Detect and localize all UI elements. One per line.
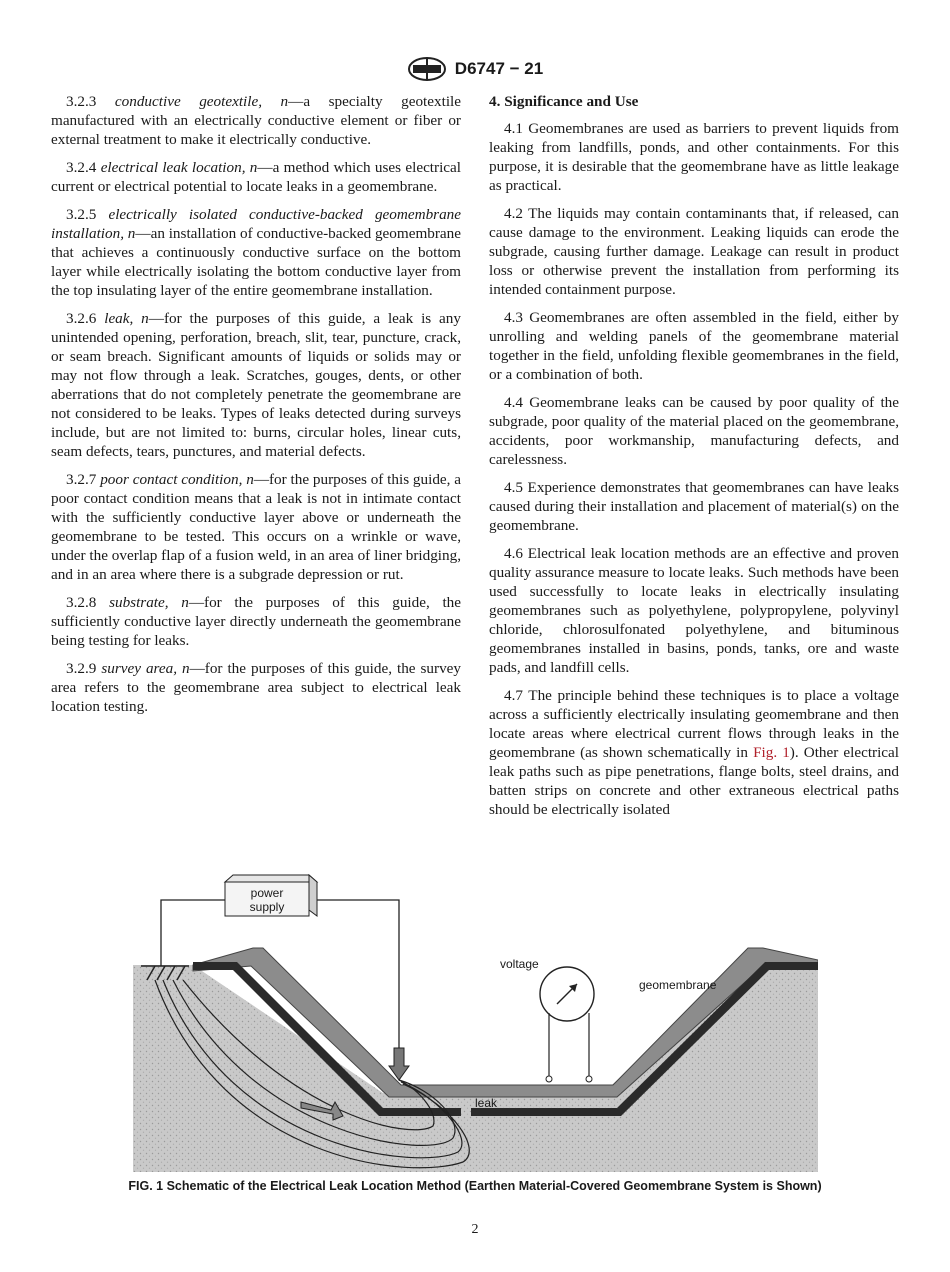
- voltmeter: [540, 967, 594, 1082]
- document-designation: D6747 − 21: [454, 59, 544, 78]
- paragraph-4-5: 4.5 Experience demonstrates that geomembranes can have leaks caused during their installation and placement of material(s) on the geomembrane.: [489, 479, 900, 534]
- definition-3-2-9: 3.2.9 survey area, n—for the purposes of this guide, the survey area refers to the geomembrane area subject to electrical leak location testing.: [51, 660, 461, 715]
- paragraph-4-3: 4.3 Geomembranes are often assembled in the field, either by unrolling and welding panels of the geomembrane material together in the field, unfolding flexible geomembranes in the field, or a combination of both.: [489, 309, 899, 383]
- paragraph-4-7: 4.7 The principle behind these techniques is to place a voltage across a sufficiently electrically insulating geomembrane and then locate areas where electrical current flows through leaks in the geomembrane (as shown schematically in Fig. 1). Other electrical leak paths such as pipe penetrations, flange bolts, steel drains, and batten strips on concrete and other extraneous electrical paths should be electrically isolated: [489, 687, 900, 818]
- paragraph-4-6: 4.6 Electrical leak location methods are an effective and proven quality assurance measure to locate leaks. Such methods have been used successfully to locate leaks in electrically insulating geomembranes such as polyethylene, polypropylene, polyvinyl chloride, chlorosulfonated polyethylene, and bituminous geomembranes installed in basins, ponds, tanks, ore and waste pads, and landfill cells.: [489, 545, 899, 676]
- left-column: [51, 92, 461, 725]
- section-paragraphs: [489, 119, 899, 677]
- ground-wire: [161, 900, 225, 966]
- page-header: [0, 56, 950, 82]
- figure-caption: FIG. 1 Schematic of the Electrical Leak Location Method (Earthen Material-Covered Geomembrane System is Shown): [128, 1179, 822, 1193]
- leak-location-schematic: [133, 870, 818, 1172]
- paragraph-4-2: 4.2 The liquids may contain contaminants that, if released, can cause damage to the environment. Leaking liquids can erode the subgrade, causing further damage. Leakage can result in product loss or otherwise prevent the installation from performing its intended containment purpose.: [489, 205, 899, 298]
- paragraph-4-4: 4.4 Geomembrane leaks can be caused by poor quality of the subgrade, poor quality of the material placed on the geomembrane, accidents, poor workmanship, manufacturing defects, and carelessness.: [489, 394, 900, 468]
- definition-3-2-8: 3.2.8 substrate, n—for the purposes of this guide, the sufficiently conductive layer directly underneath the geomembrane being testing for leaks.: [51, 594, 462, 649]
- paragraph-4-1: 4.1 Geomembranes are used as barriers to prevent liquids from leaking from landfills, ponds, and other containments. For this purpose, it is desirable that the geomembrane have as little leakage as practical.: [489, 120, 899, 194]
- power-supply-label-2: supply: [249, 900, 285, 914]
- power-supply-label-1: power: [250, 886, 284, 900]
- page-number: 2: [471, 1222, 479, 1237]
- definition-3-2-7: 3.2.7 poor contact condition, n—for the purposes of this guide, a poor contact condition means that a leak is not in intimate contact with the sufficiently conductive layer above or underneath the geomembrane to be tested. This occurs on a wrinkle or wave, under the overlap flap of a fusion weld, in an area of liner bridging, and in an area where there is a subgrade depression or rut.: [51, 471, 462, 583]
- section-heading: 4. Significance and Use: [489, 93, 639, 110]
- power-supply-box: [225, 875, 317, 916]
- leak-label: leak: [475, 1096, 498, 1110]
- astm-logo-icon: [407, 56, 447, 82]
- electrode-arrow: [389, 1048, 409, 1080]
- definition-3-2-5: 3.2.5 electrically isolated conductive-backed geomembrane installation, n—an installation of conductive-backed geomembrane that achieves a continuously conductive surface on the bottom layer while electrically isolating the bottom conductive layer from the top insulating layer of the entire geomembrane installation.: [51, 206, 462, 299]
- definition-3-2-3: 3.2.3 conductive geotextile, n—a specialty geotextile manufactured with an electrically conductive element or fiber or external treatment to make it electrically conductive.: [51, 93, 461, 148]
- definition-3-2-4: 3.2.4 electrical leak location, n—a method which uses electrical current or electrical potential to locate leaks in a geomembrane.: [51, 159, 462, 195]
- figure-1-link[interactable]: Fig. 1: [753, 744, 790, 761]
- voltage-label: voltage: [500, 957, 539, 971]
- right-column: [489, 92, 899, 828]
- definition-3-2-6: 3.2.6 leak, n—for the purposes of this guide, a leak is any unintended opening, perforation, breach, slit, tear, puncture, crack, or seam breach. Significant amounts of liquids or solids may or may not flow through a leak. Scratches, gouges, dents, or other aberrations that do not completely penetrate the geomembrane are not considered to be leaks. Types of leaks detected during surveys include, but are not limited to: burns, circular holes, linear cuts, seam defects, tears, punctures, and material defects.: [51, 310, 461, 460]
- geomembrane-label: geomembrane: [639, 978, 717, 992]
